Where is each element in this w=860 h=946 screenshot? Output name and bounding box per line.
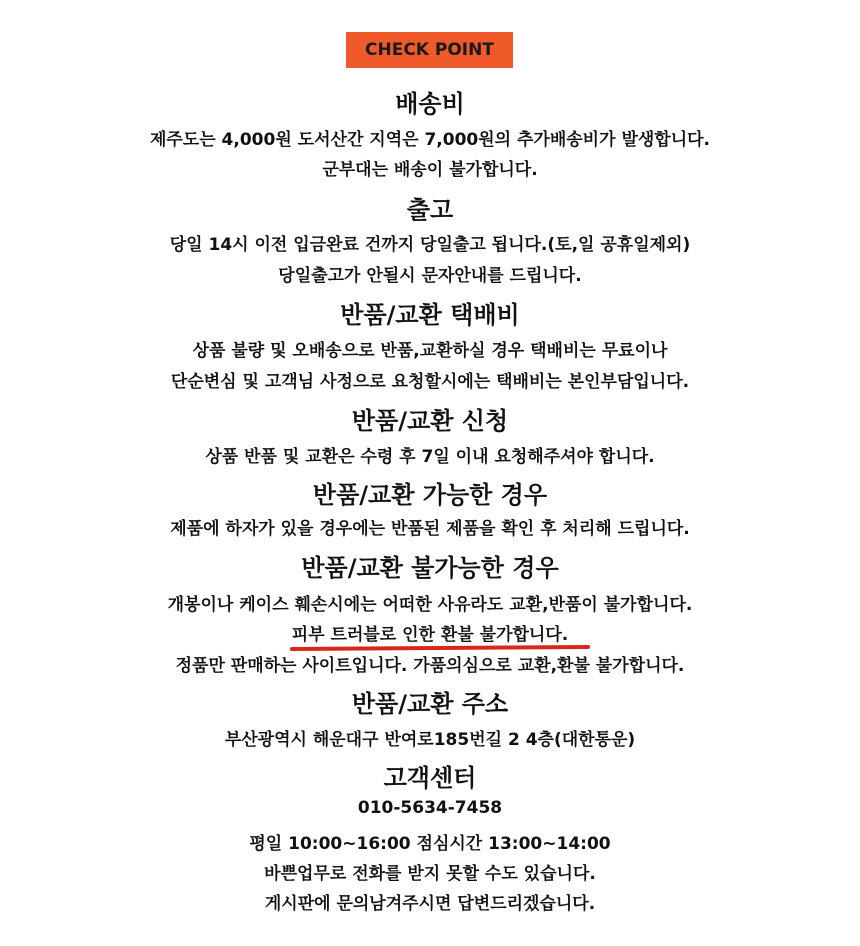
shipping-line-2: 군부대는 배송이 불가합니다. (322, 160, 538, 180)
customer-center-title: 고객센터 (383, 764, 477, 792)
customer-center-line-3: 바쁜업무로 전화를 받지 못할 수도 있습니다. (264, 864, 596, 884)
shipping-line-1: 제주도는 4,000원 도서산간 지역은 7,000원의 추가배송비가 발생합니다. (149, 130, 711, 150)
return-impossible-line-2-wrap (0, 620, 860, 645)
highlighted-notice (292, 620, 568, 645)
return-possible-title: 반품/교환 가능한 경우 (312, 481, 548, 509)
release-line-2: 당일출고가 안될시 문자안내를 드립니다. (278, 266, 582, 286)
release-line-1: 당일 14시 이전 입금완료 건까지 당일출고 됩니다.(토,일 공휴일제외) (169, 235, 691, 255)
customer-center-hours: 평일 10:00~16:00 점심시간 13:00~14:00 (249, 834, 611, 854)
return-impossible-title: 반품/교환 불가능한 경우 (301, 554, 559, 582)
return-request-title: 반품/교환 신청 (351, 407, 509, 435)
return-impossible-line-2: 피부 트러블로 인한 환불 불가합니다. (291, 625, 569, 645)
return-address-title: 반품/교환 주소 (351, 690, 509, 718)
release-title: 출고 (406, 196, 454, 224)
return-possible-line-1: 제품에 하자가 있을 경우에는 반품된 제품을 확인 후 처리해 드립니다. (170, 519, 690, 539)
return-fee-title: 반품/교환 택배비 (340, 301, 520, 329)
return-fee-line-2: 단순변심 및 고객님 사정으로 요청할시에는 택배비는 본인부담입니다. (170, 372, 690, 392)
return-impossible-line-3: 정품만 판매하는 사이트입니다. 가품의심으로 교환,환불 불가합니다. (175, 656, 685, 676)
return-impossible-line-1: 개봉이나 케이스 훼손시에는 어떠한 사유라도 교환,반품이 불가합니다. (167, 595, 693, 615)
customer-center-phone: 010-5634-7458 (357, 798, 503, 818)
return-address-line-1: 부산광역시 해운대구 반여로185번길 2 4층(대한통운) (224, 730, 636, 750)
return-request-line-1: 상품 반품 및 교환은 수령 후 7일 이내 요청해주셔야 합니다. (205, 447, 655, 467)
shipping-title: 배송비 (395, 90, 465, 118)
check-point-badge: CHECK POINT (346, 32, 513, 68)
return-fee-line-1: 상품 불량 및 오배송으로 반품,교환하실 경우 택배비는 무료이나 (192, 341, 668, 361)
customer-center-line-4: 게시판에 문의남겨주시면 답변드리겠습니다. (264, 894, 596, 914)
